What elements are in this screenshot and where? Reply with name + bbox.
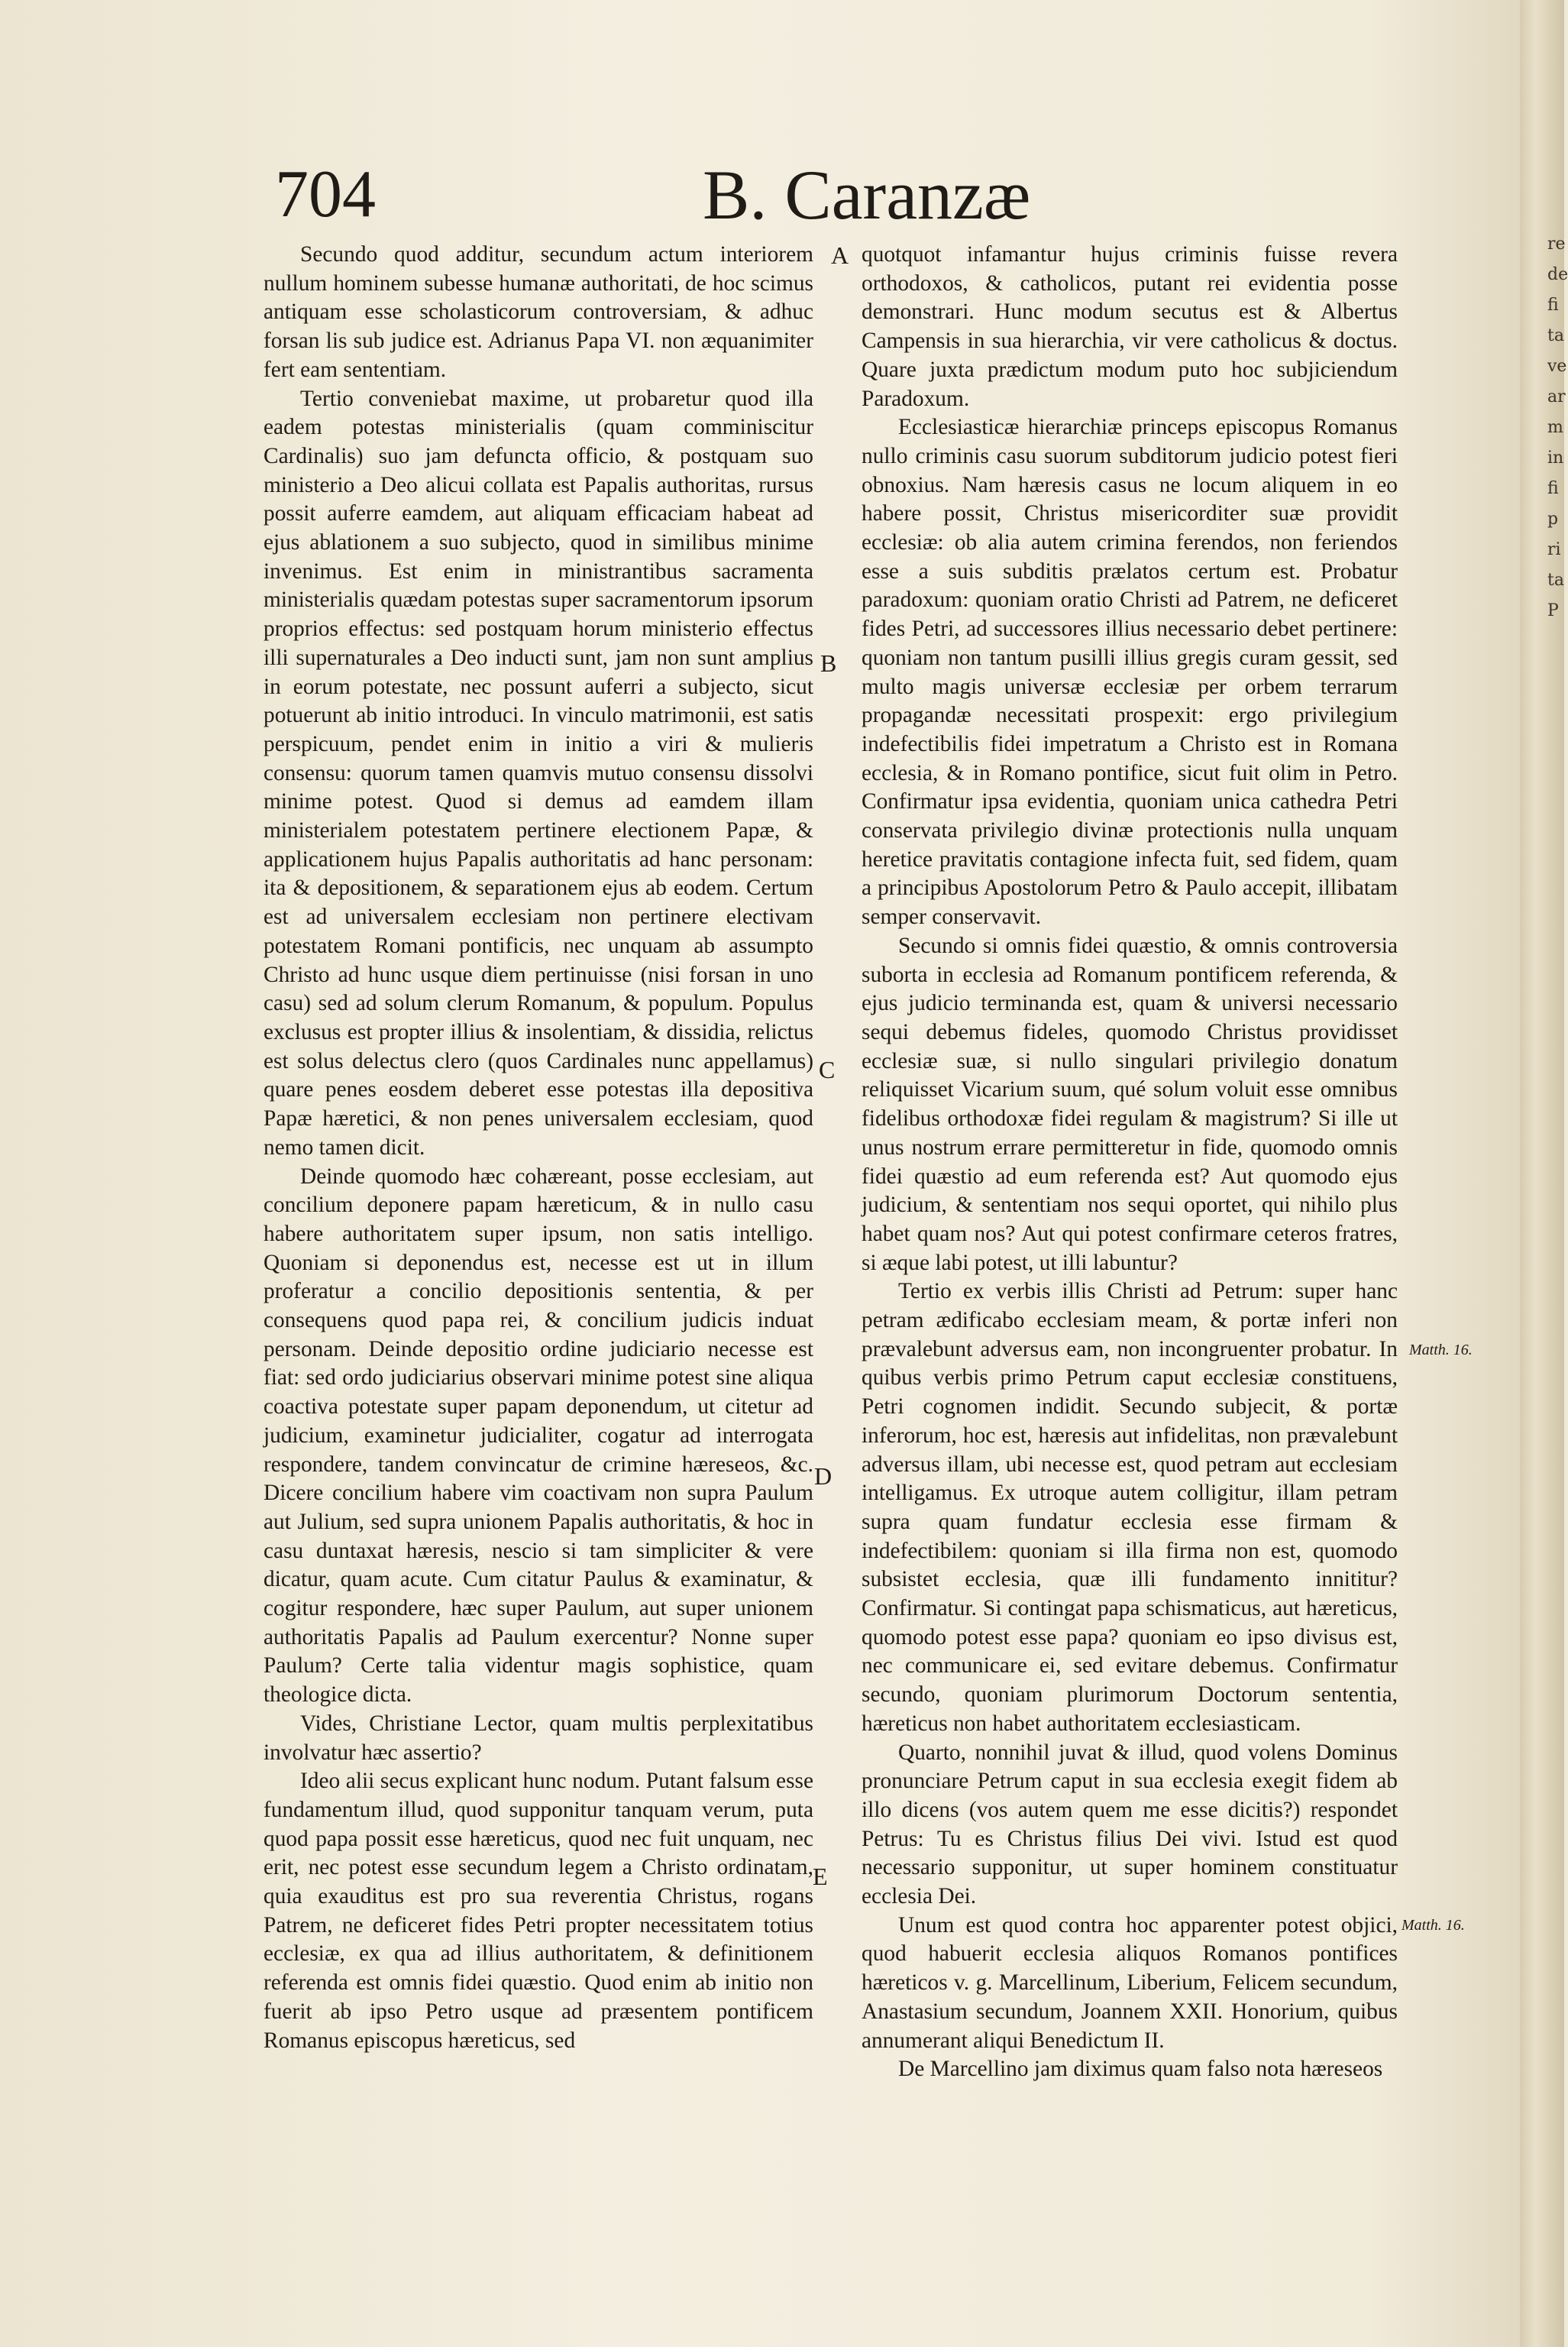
margin-gloss-matthew-1: Matth. 16. (1409, 1342, 1473, 1358)
page-header (275, 157, 1421, 241)
section-marker-c: C (819, 1056, 836, 1083)
right-paragraph-3: Secundo si omnis fidei quæstio, & omnis controversia suborta in ecclesia ad Romanum pontificem referenda, & ejus judicio terminanda est, quam & universi necessario sequi debemus fideles, quomodo Christus providisset ecclesiæ suæ, si nullo singulari privilegio donatum reliquisset Vicarium suum, qué solum voluit esse omnibus fidelibus orthodoxæ fidei regulam & magistrum? Si ille ut unus nostrum errare permitteretur in fide, quomodo omnis fidei quæstio ad eum referenda est? Aut quomodo ejus judicium, & sententiam nos sequi oportet, qui nihilo plus habet quam nos? Aut qui potest confirmare ceteros fratres, si æque labi potest, ut illi labuntur? (862, 933, 1398, 1275)
spine-fragment: p (1547, 510, 1559, 529)
spine-fragment: ta (1547, 571, 1564, 590)
left-paragraph-1: Secundo quod additur, secundum actum interiorem nullum hominem subesse humanæ authoritati, de hoc scimus antiquam esse scholasticorum controversiam, & adhuc forsan lis sub judice est. Adrianus Papa VI. non æquanimiter fert eam sententiam. (263, 242, 813, 382)
facing-page-edge (1520, 0, 1568, 2347)
spine-fragment: re (1547, 235, 1566, 254)
left-column (263, 241, 813, 2055)
spine-fragment: ve (1547, 357, 1567, 376)
right-paragraph-4: Tertio ex verbis illis Christi ad Petrum: super hanc petram ædificabo ecclesiam meam, & portæ inferi non prævalebunt adversus eam, non incongruenter probatur. In quibus verbis primo Petrum caput ecclesiæ constituens, Petri cognomen indidit. Secundo subjecit, & portæ inferorum, hoc est, hæresis aut infidelitas, non prævalebunt adversus illam, ubi necesse est, quod petram aut ecclesiam intelligamus. Ex utroque autem colligitur, illam petram supra quam fundatur ecclesia esse firmam & indefectibilem: quoniam si illa firma non est, quomodo subsistet ecclesia, quæ illi fundamento innititur? Confirmatur. Si contingat papa schismaticus, aut hæreticus, quomodo potest esse papa? quoniam eo ipso divisus est, nec communicare ei, sed evitare debemus. Confirmatur secundo, quoniam plurimorum Doctorum sententia, hæreticus non habet authoritatem ecclesiasticam. (862, 1279, 1398, 1736)
spine-fragment: ta (1547, 326, 1564, 345)
section-marker-d: D (814, 1462, 832, 1490)
section-marker-e: E (813, 1863, 828, 1890)
section-marker-b: B (820, 649, 837, 677)
spine-fragment: de (1547, 265, 1568, 284)
spine-fragment: fi (1547, 296, 1559, 315)
right-column (862, 241, 1398, 2084)
left-paragraph-2: Tertio conveniebat maxime, ut probaretur quod illa eadem potestas ministerialis (quam comminiscitur Cardinalis) suo jam defuncta officio, & postquam suo ministerio a Deo alicui collata est Papalis authoritas, rursus possit auferre eamdem, aut aliquam efficaciam habeat ad ejus ablationem a suo subjecto, quod in similibus minime invenimus. Est enim in ministrantibus sacramenta ministerialis quædam potestas super sacramentorum ipsorum proprios effectus: sed postquam horum ministerio effectus illi supernaturales a Deo inducti sunt, jam non sunt amplius in eorum potestate, nec possunt auferri a subjecto, sicut potuerunt ab initio introduci. In vinculo matrimonii, est satis perspicuum, pendet enim in initio a viri & mulieris consensu: quorum tamen quamvis mutuo consensu dissolvi minime potest. Quod si demus ad eamdem illam ministerialem potestatem pertinere electionem Papæ, & applicationem hujus Papalis authoritatis ad hanc personam: ita & depositionem, & separationem ejus ab eodem. Certum est ad universalem ecclesiam non pertinere electivam potestatem Romani pontificis, nec unquam ab assumpto Christo ad hunc usque diem pertinuisse (nisi forsan in uno casu) sed ad solum clerum Romanum, & populum. Populus exclusus est propter illius & insolentiam, & dissidia, relictus est solus delectus clero (quos Cardinales nunc appellamus) quare penes eosdem deberet esse potestas illa depositiva Papæ hæretici, & non penes universalem ecclesiam, quod nemo tamen dicit. (263, 386, 813, 1160)
right-paragraph-2: Ecclesiasticæ hierarchiæ princeps episcopus Romanus nullo criminis casu suorum subditorum judicio potest fieri obnoxius. Nam hæresis casus ne locum aliquem in eo habere possit, Christus misericorditer suæ providit ecclesiæ: ob alia autem criminа ferendos, non feriendos esse a suis subditis prælatos certum est. Probatur paradoxum: quoniam oratio Christi ad Patrem, ne deficeret fides Petri, ad successores illius necessario debet pertinere: quoniam non tantum pusilli illius gregis curam gessit, sed multo magis universæ ecclesiæ per orbem terrarum propagandæ necessitati prospexit: ergo privilegium indefectibilis fidei impetratum a Christo est in Romana ecclesia, & in Romano pontifice, sicut fuit olim in Petro. Confirmatur ipsa evidentia, quoniam unica cathedra Petri conservata privilegio divinæ protectionis nulla unquam heretice pravitatis contagione infecta fuit, sed fidem, quam a principibus Apostolorum Petro & Paulo accepit, illibatam semper conservavit. (862, 415, 1398, 930)
margin-gloss-matthew-2: Matth. 16. (1402, 1917, 1465, 1934)
right-paragraph-6: Unum est quod contra hoc apparenter potest objici, quod habuerit ecclesia aliquos Romanos pontifices hæreticos v. g. Marcellinum, Liberium, Felicem secundum, Anastasium secundum, Joannem XXII. Honorium, quibus annumerant aliqui Benedictum II. (862, 1912, 1398, 2053)
right-paragraph-7: De Marcellino jam diximus quam falso nota hæreseos (898, 2057, 1383, 2082)
section-marker-a: A (831, 241, 849, 269)
right-paragraph-5: Quarto, nonnihil juvat & illud, quod volens Dominus pronunciare Petrum caput in sua ecclesia exegit fidem ab illo dicens (vos autem quem me esse dicitis?) respondet Petrus: Tu es Christus filius Dei vivi. Istud est quod necessario supponitur, ut super hominem constituatur ecclesia Dei. (862, 1740, 1398, 1909)
spine-fragment: ar (1547, 387, 1566, 406)
spine-fragment: P (1547, 601, 1559, 620)
spine-fragment: fi (1547, 479, 1559, 498)
right-paragraph-1: quotquot infamantur hujus criminis fuisse revera orthodoxos, & catholicos, putant rei evidentia posse demonstrari. Hunc modum secutus est & Albertus Campensis in sua hierarchia, vir vere catholicus & doctus. Quare juxta prædictum modum puto hoc subjiciendum Paradoxum. (862, 242, 1398, 411)
page-number: 704 (275, 157, 376, 231)
spine-fragment: in (1547, 448, 1564, 468)
spine-fragment: ri (1547, 540, 1561, 559)
running-head: B. Caranzæ (703, 156, 1031, 234)
left-paragraph-4: Vides, Christiane Lector, quam multis perplexitatibus involvatur hæc assertio? (263, 1711, 813, 1765)
left-paragraph-3: Deinde quomodo hæc cohæreant, posse ecclesiam, aut concilium deponere papam hæreticum, & in nullo casu habere authoritatem super ipsum, non satis intelligo. Quoniam si deponendus est, necesse est ut in illum proferatur a concilio depositionis sententia, & per consequens quod papa rei, & concilium judicis induat personam. Deinde depositio ordine judiciario necesse est fiat: sed ordo judiciarius observari minime potest sine aliqua coactiva potestate super papam deponendum, ut citetur ad judicium, examinetur judicialiter, cogatur ad interrogata respondere, tandem convincatur de crimine hæreseos, &c. Dicere concilium habere vim coactivam non supra Paulum aut Julium, sed supra unionem Papalis authoritatis, & hoc in casu duntaxat hæresis, nescio si tam simpliciter & vere dicatur, quam acute. Cum citatur Paulus & examinatur, & cogitur respondere, hæc super Paulum, aut super unionem authoritatis Papalis ad Paulum exercentur? Nonne super Paulum? Certe talia videntur magis sophistice, quam theologice dicta. (263, 1164, 813, 1708)
spine-fragment: m (1547, 418, 1563, 437)
left-paragraph-5: Ideo alii secus explicant hunc nodum. Putant falsum esse fundamentum illud, quod supponitur tanquam verum, puta quod papa possit esse hæreticus, quod nec fuit unquam, nec erit, nec potest esse secundum legem a Christo ordinatam, quia exauditus est pro sua reverentia Christus, rogans Patrem, ne deficeret fides Petri propter necessitatem totius ecclesiæ, ex qua ad illius authoritatem, & definitionem referenda est omnis fidei quæstio. Quod enim ab initio non fuerit ab ipso Petro usque ad præsentem pontificem Romanus episcopus hæreticus, sed (263, 1769, 813, 2053)
